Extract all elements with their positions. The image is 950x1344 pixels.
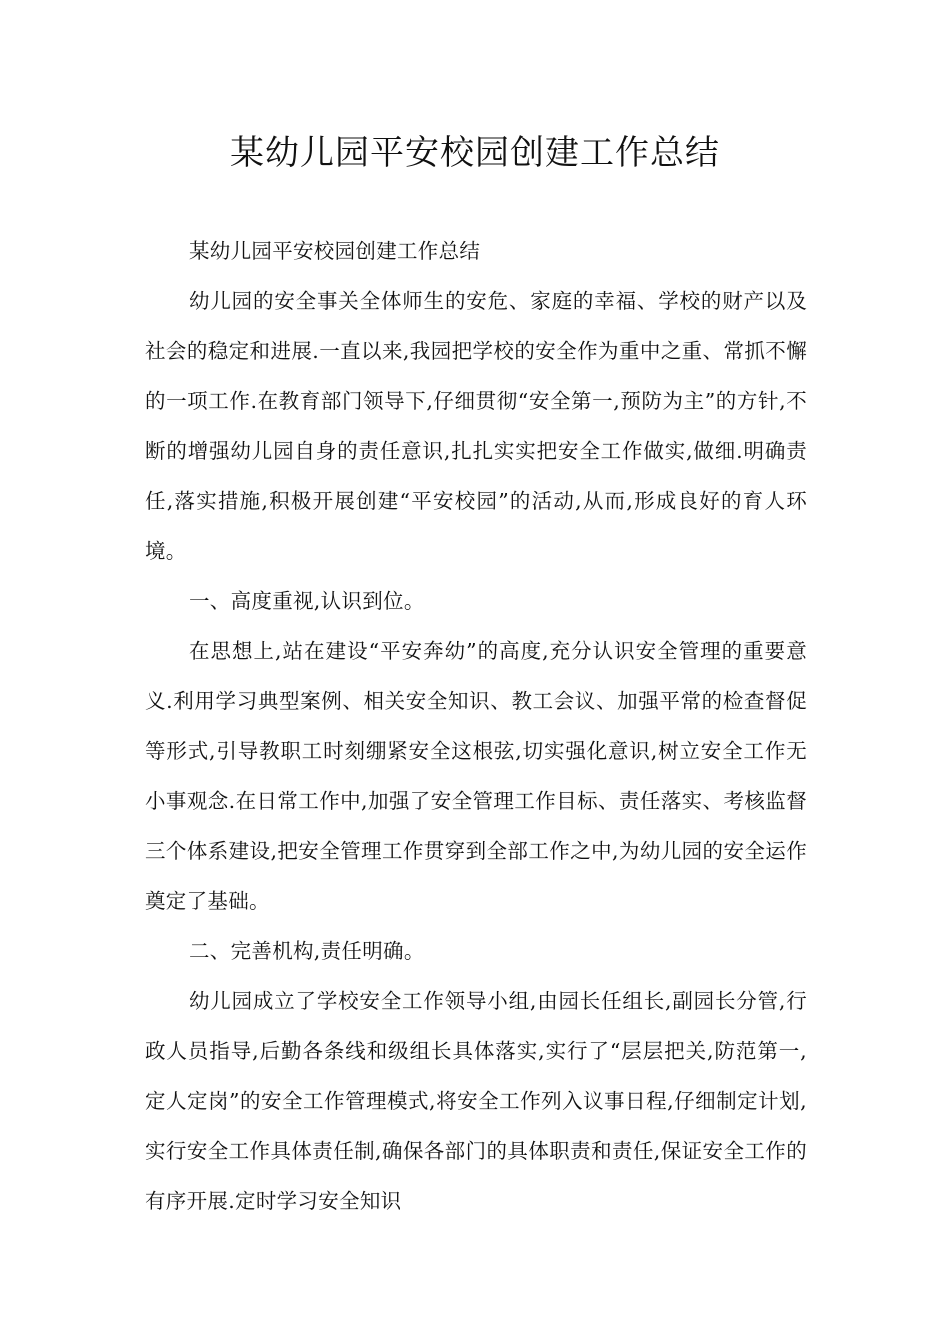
- paragraph-section-2: 幼儿园成立了学校安全工作领导小组,由园长任组长,副园长分管,行政人员指导,后勤各条线和级组长具体落实,实行了“层层把关,防范第一,定人定岗”的安全工作管理模式,将安全工作列入议事日程,仔细制定计划,实行安全工作具体责任制,确保各部门的具体职责和责任,保证安全工作的有序开展.定时学习安全知识: [145, 989, 807, 1213]
- paragraph-section-1: 在思想上,站在建设“平安奔幼”的高度,充分认识安全管理的重要意义.利用学习典型案例、相关安全知识、教工会议、加强平常的检查督促等形式,引导教职工时刻绷紧安全这根弦,切实强化意识,树立安全工作无小事观念.在日常工作中,加强了安全管理工作目标、责任落实、考核监督三个体系建设,把安全管理工作贯穿到全部工作之中,为幼儿园的安全运作奠定了基础。: [145, 639, 807, 913]
- paragraph-intro: 幼儿园的安全事关全体师生的安危、家庭的幸福、学校的财产以及社会的稳定和进展.一直以来,我园把学校的安全作为重中之重、常抓不懈的一项工作.在教育部门领导下,仔细贯彻“安全第一,预防为主”的方针,不断的增强幼儿园自身的责任意识,扎扎实实把安全工作做实,做细.明确责任,落实措施,积极开展创建“平安校园”的活动,从而,形成良好的育人环境。: [145, 289, 807, 563]
- paragraph-subtitle: 某幼儿园平安校园创建工作总结: [189, 239, 481, 263]
- document-body: [145, 226, 807, 1226]
- section-heading-2: 二、完善机构,责任明确。: [189, 939, 425, 963]
- section-heading-1: 一、高度重视,认识到位。: [189, 589, 425, 613]
- document-title: 某幼儿园平安校园创建工作总结: [230, 133, 720, 173]
